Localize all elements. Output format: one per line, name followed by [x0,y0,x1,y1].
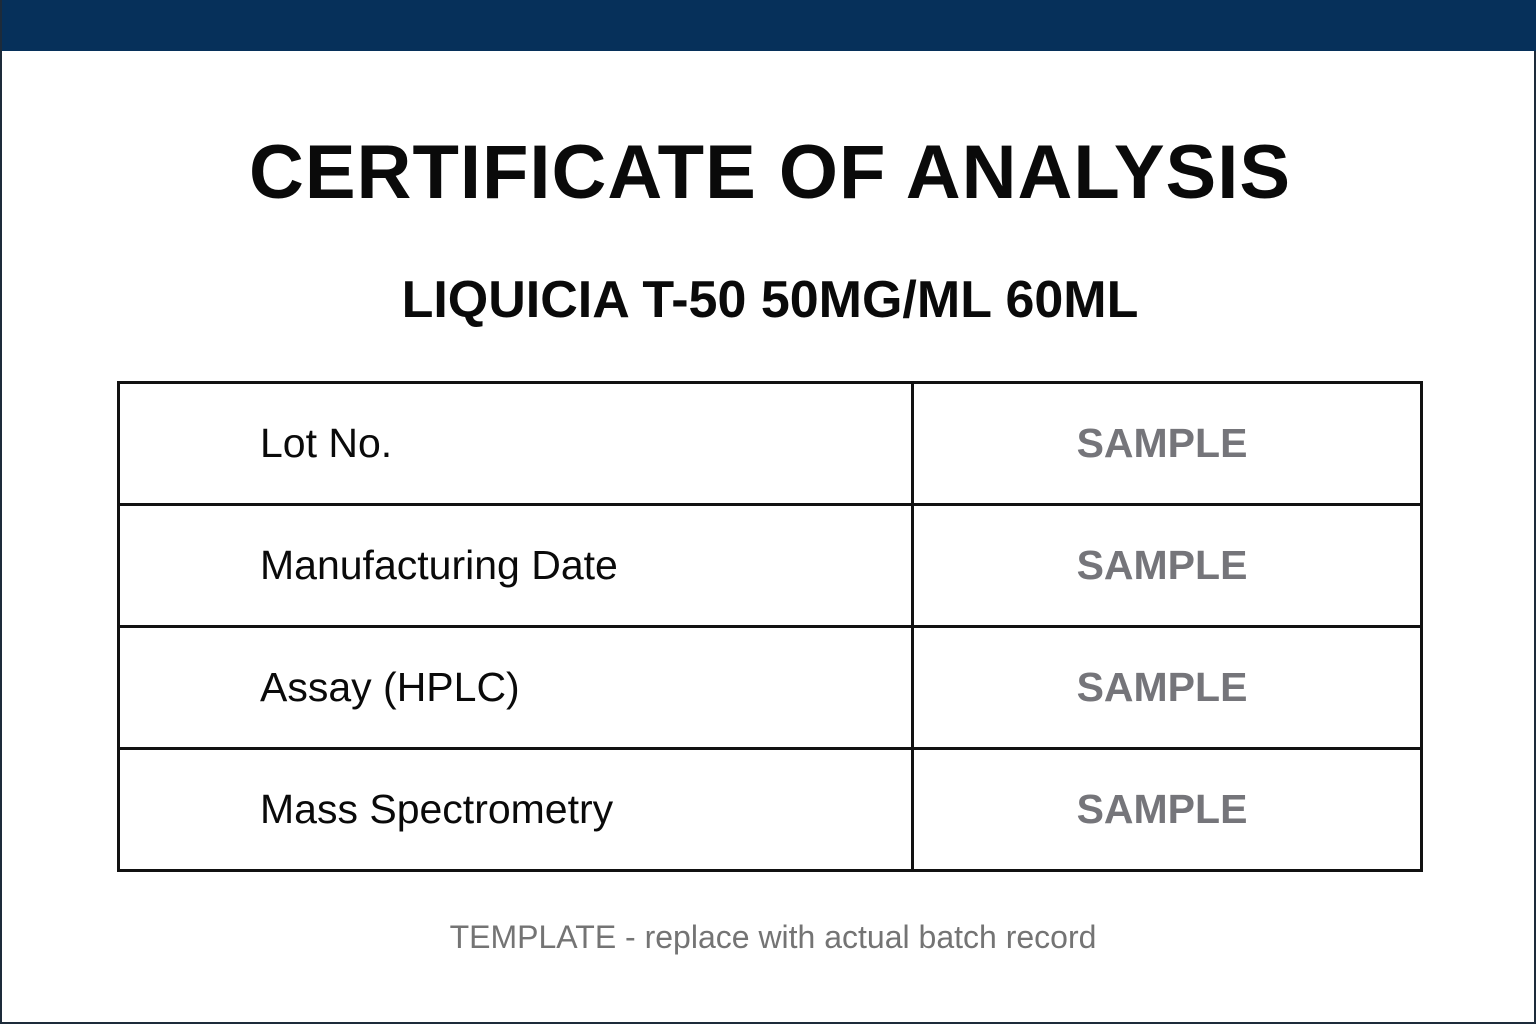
row-label-lot-number: Lot No. [119,383,913,505]
template-footer-note: TEMPLATE - replace with actual batch record [449,919,1097,955]
row-label-assay: Assay (HPLC) [119,627,913,749]
table-row [119,505,1422,627]
page-title: CERTIFICATE OF ANALYSIS [248,130,1292,215]
product-name: LIQUICIA T-50 50MG/ML 60ML [401,271,1139,329]
row-value-lot-number: SAMPLE [913,383,1422,505]
row-value-manufacturing-date: SAMPLE [913,505,1422,627]
row-label-mass-spectrometry: Mass Spectrometry [119,749,913,871]
row-value-assay: SAMPLE [913,627,1422,749]
row-value-mass-spectrometry: SAMPLE [913,749,1422,871]
table-row [119,749,1422,871]
table-row [119,383,1422,505]
row-label-manufacturing-date: Manufacturing Date [119,505,913,627]
header-bar [2,0,1536,51]
table-row [119,627,1422,749]
analysis-table [117,381,1423,872]
